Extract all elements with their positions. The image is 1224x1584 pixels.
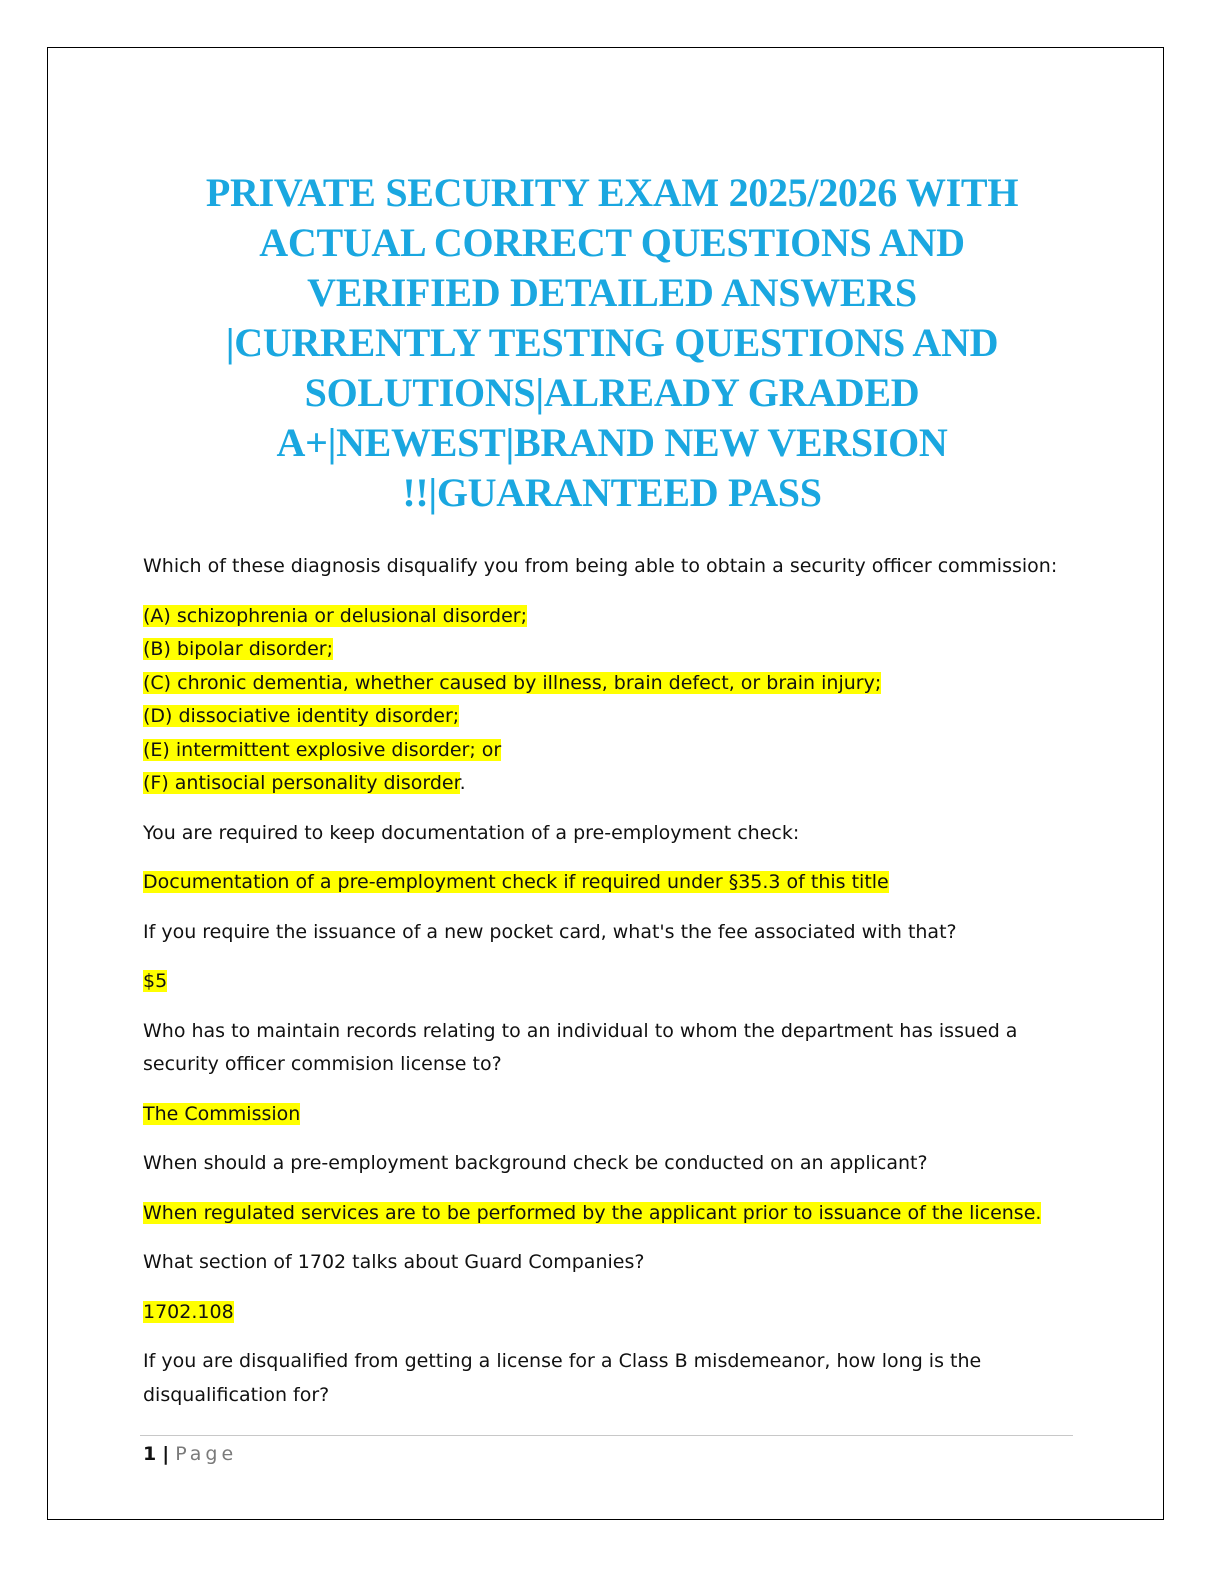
- page-footer: [143, 1440, 237, 1468]
- question-4: Who has to maintain records relating to an individual to whom the department has issued a security officer commision license to?: [143, 1019, 1018, 1075]
- document-body: [143, 550, 1083, 1412]
- answer-6: [143, 1296, 1083, 1330]
- answer-option: [143, 600, 1083, 634]
- page-label: Page: [175, 1443, 238, 1465]
- footer-divider: [140, 1435, 1073, 1436]
- highlighted-answer: When regulated services are to be performed by the applicant prior to issuance of the license.: [143, 1201, 1042, 1224]
- title-line: !!|GUARANTEED PASS: [402, 470, 822, 515]
- answer-option: [143, 700, 1083, 734]
- title-line: ACTUAL CORRECT QUESTIONS AND: [259, 220, 965, 265]
- question-3: If you require the issuance of a new pocket card, what's the fee associated with that?: [143, 920, 957, 943]
- highlighted-answer: $5: [143, 970, 168, 992]
- highlighted-answer: (A) schizophrenia or delusional disorder;: [143, 604, 527, 627]
- answer-option: [143, 633, 1083, 667]
- highlighted-answer: (C) chronic dementia, whether caused by illness, brain defect, or brain injury;: [143, 671, 882, 694]
- answer-5: [143, 1197, 1083, 1231]
- question-2: You are required to keep documentation of a pre-employment check:: [143, 821, 800, 844]
- document-title: [140, 168, 1084, 518]
- title-line: SOLUTIONS|ALREADY GRADED: [304, 370, 920, 415]
- answer-options-list: [143, 600, 1083, 801]
- answer-4: [143, 1098, 1083, 1132]
- page-number: 1: [143, 1443, 157, 1465]
- highlighted-answer: Documentation of a pre-employment check if required under §35.3 of this title: [143, 871, 889, 893]
- answer-option: [143, 734, 1083, 768]
- title-line: VERIFIED DETAILED ANSWERS: [307, 270, 917, 315]
- option-suffix: .: [459, 772, 466, 794]
- question-7: If you are disqualified from getting a license for a Class B misdemeanor, how long is the disqualification for?: [143, 1350, 982, 1406]
- answer-3: [143, 965, 1083, 999]
- question-6: What section of 1702 talks about Guard Companies?: [143, 1251, 645, 1273]
- highlighted-answer: The Commission: [143, 1102, 301, 1125]
- answer-option: [143, 767, 1083, 801]
- question-5: When should a pre-employment background check be conducted on an applicant?: [143, 1152, 928, 1174]
- highlighted-answer: 1702.108: [143, 1300, 234, 1323]
- highlighted-answer: (F) antisocial personality disorder: [143, 772, 460, 794]
- answer-option: [143, 667, 1083, 701]
- title-line: PRIVATE SECURITY EXAM 2025/2026 WITH: [205, 170, 1019, 215]
- answer-2: [143, 866, 1083, 900]
- highlighted-answer: (D) dissociative identity disorder;: [143, 705, 460, 727]
- footer-separator: |: [162, 1443, 170, 1465]
- title-line: A+|NEWEST|BRAND NEW VERSION: [276, 420, 948, 465]
- highlighted-answer: (E) intermittent explosive disorder; or: [143, 738, 502, 761]
- title-line: |CURRENTLY TESTING QUESTIONS AND: [225, 320, 999, 365]
- question-1: Which of these diagnosis disqualify you from being able to obtain a security officer commission:: [143, 555, 1058, 577]
- highlighted-answer: (B) bipolar disorder;: [143, 638, 333, 660]
